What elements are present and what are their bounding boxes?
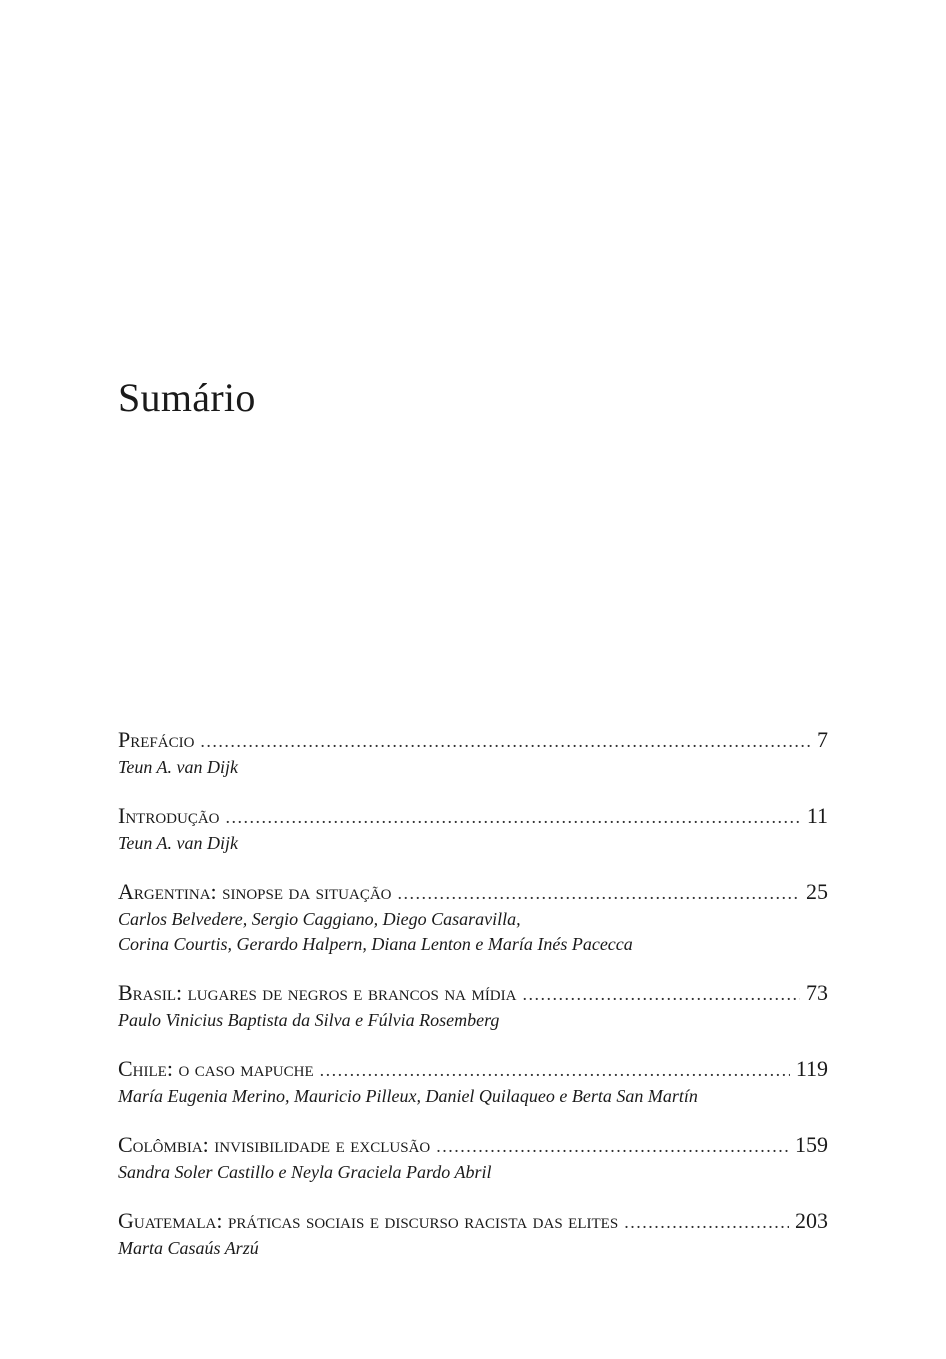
table-of-contents (118, 726, 828, 1283)
toc-line (118, 726, 828, 755)
toc-page-number: 7 (817, 727, 828, 752)
toc-line (118, 878, 828, 907)
dot-leader (320, 1056, 790, 1084)
toc-entry-authors: María Eugenia Merino, Mauricio Pilleux, Daniel Quilaqueo e Berta San Martín (118, 1086, 698, 1106)
toc-entry-title: Argentina: sinopse da situação (118, 879, 392, 904)
toc-page-number: 159 (795, 1132, 828, 1157)
page-title: Sumário (118, 375, 256, 420)
toc-entry-title: Colômbia: invisibilidade e exclusão (118, 1132, 431, 1157)
toc-entry-title: Brasil: lugares de negros e brancos na mídia (118, 980, 517, 1005)
toc-page-number: 25 (806, 879, 828, 904)
toc-entry-authors: Teun A. van Dijk (118, 757, 238, 777)
dot-leader (200, 727, 811, 755)
toc-line (118, 1055, 828, 1084)
toc-page-number: 119 (795, 1056, 828, 1081)
toc-page-number: 73 (806, 980, 828, 1005)
toc-entry-authors: Paulo Vinicius Baptista da Silva e Fúlvia Rosemberg (118, 1010, 500, 1030)
dot-leader (522, 980, 800, 1008)
toc-entry-authors: Sandra Soler Castillo e Neyla Graciela Pardo Abril (118, 1162, 492, 1182)
toc-line (118, 802, 828, 831)
toc-entry-title: Introdução (118, 803, 220, 828)
toc-page-number: 203 (795, 1208, 828, 1233)
toc-entry-introducao[interactable] (118, 802, 828, 856)
toc-entry-guatemala[interactable] (118, 1207, 828, 1261)
toc-entry-argentina[interactable] (118, 878, 828, 957)
toc-entry-title: Chile: o caso mapuche (118, 1056, 314, 1081)
dot-leader (226, 803, 801, 831)
toc-line (118, 1131, 828, 1160)
toc-entry-title: Prefácio (118, 727, 195, 752)
toc-entry-colombia[interactable] (118, 1131, 828, 1185)
dot-leader (398, 879, 800, 907)
toc-entry-chile[interactable] (118, 1055, 828, 1109)
toc-entry-prefacio[interactable] (118, 726, 828, 780)
toc-line (118, 979, 828, 1008)
toc-page-number: 11 (806, 803, 828, 828)
toc-line (118, 1207, 828, 1236)
toc-entry-title: Guatemala: práticas sociais e discurso racista das elites (118, 1208, 619, 1233)
toc-entry-authors: Teun A. van Dijk (118, 833, 238, 853)
toc-entry-authors: Corina Courtis, Gerardo Halpern, Diana Lenton e María Inés Pacecca (118, 934, 633, 954)
toc-entry-brasil[interactable] (118, 979, 828, 1033)
toc-entry-authors: Carlos Belvedere, Sergio Caggiano, Diego Casaravilla, (118, 909, 521, 929)
dot-leader (436, 1132, 789, 1160)
toc-entry-authors: Marta Casaús Arzú (118, 1238, 259, 1258)
dot-leader (624, 1208, 789, 1236)
